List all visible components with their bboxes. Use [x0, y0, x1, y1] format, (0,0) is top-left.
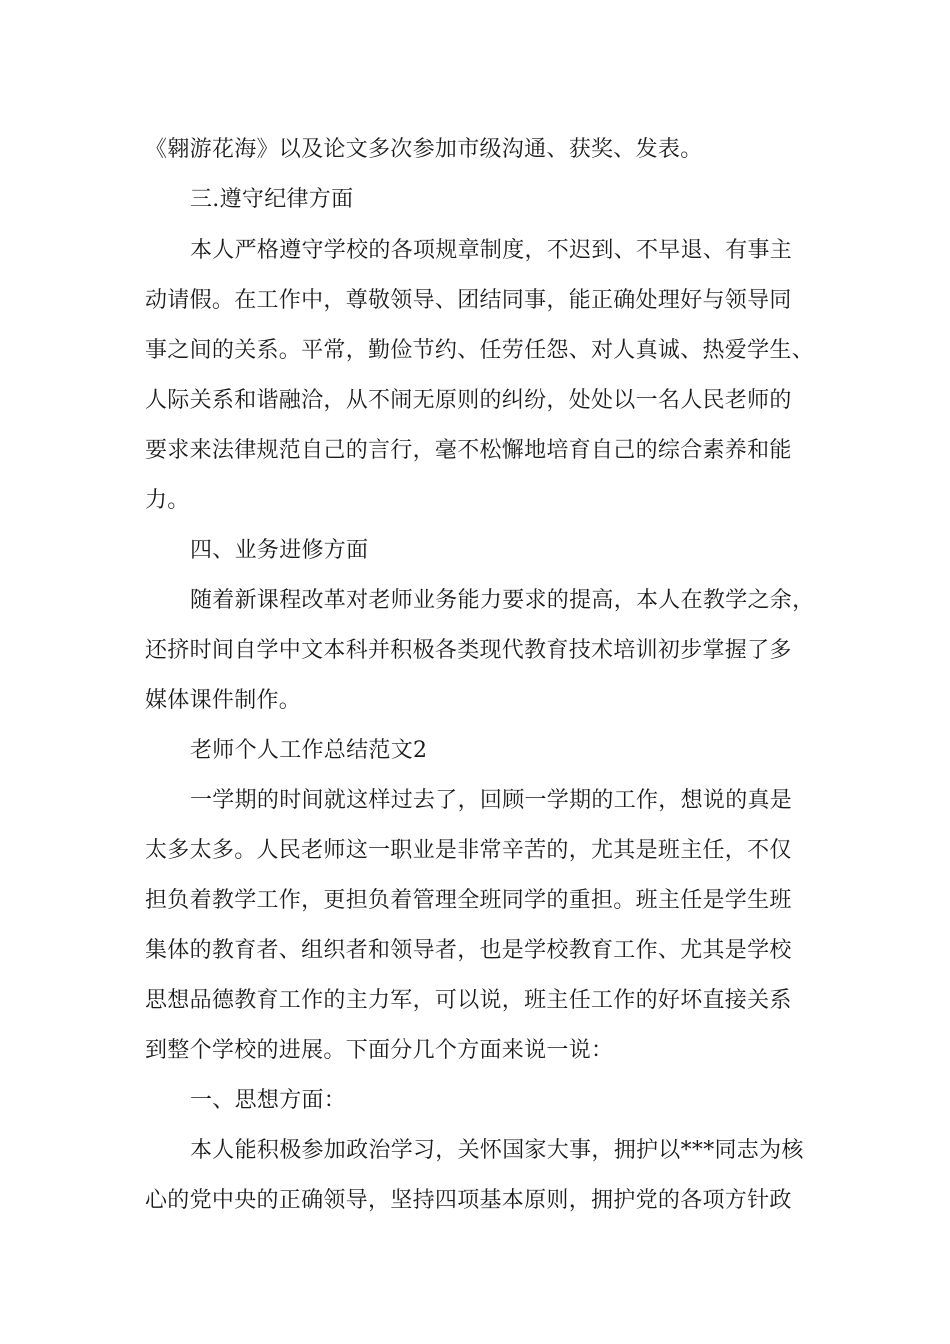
text-line: 心的党中央的正确领导，坚持四项基本原则，拥护党的各项方针政 — [145, 1188, 792, 1213]
text-line: 力。 — [145, 488, 190, 513]
text-line: 还挤时间自学中文本科并积极各类现代教育技术培训初步掌握了多 — [145, 638, 792, 663]
text-line: 要求来法律规范自己的言行，毫不松懈地培育自己的综合素养和能 — [145, 438, 792, 463]
article-title: 老师个人工作总结范文2 — [190, 738, 428, 763]
section-heading: 三.遵守纪律方面 — [190, 187, 354, 212]
section-heading: 四、业务进修方面 — [190, 538, 369, 563]
text-line: 动请假。在工作中，尊敬领导、团结同事，能正确处理好与领导同 — [145, 288, 792, 313]
text-line: 担负着教学工作，更担负着管理全班同学的重担。班主任是学生班 — [145, 888, 792, 913]
text-line: 事之间的关系。平常，勤俭节约、任劳任怨、对人真诚、热爱学生、 — [145, 338, 815, 363]
text-line: 媒体课件制作。 — [145, 688, 302, 713]
text-line: 太多太多。人民老师这一职业是非常辛苦的，尤其是班主任，不仅 — [145, 838, 792, 863]
text-line: 思想品德教育工作的主力军，可以说，班主任工作的好坏直接关系 — [145, 988, 792, 1013]
text-line: 到整个学校的进展。下面分几个方面来说一说： — [145, 1038, 614, 1063]
text-line: 集体的教育者、组织者和领导者，也是学校教育工作、尤其是学校 — [145, 938, 792, 963]
text-line: 人际关系和谐融洽，从不闹无原则的纠纷，处处以一名人民老师的 — [145, 388, 792, 413]
paragraph-first-line: 随着新课程改革对老师业务能力要求的提高，本人在教学之余， — [190, 588, 815, 613]
text-line: 《翱游花海》以及论文多次参加市级沟通、获奖、发表。 — [145, 137, 703, 162]
paragraph-first-line: 本人严格遵守学校的各项规章制度，不迟到、不早退、有事主 — [190, 238, 793, 263]
section-heading: 一、思想方面： — [190, 1088, 347, 1113]
paragraph-first-line: 本人能积极参加政治学习，关怀国家大事，拥护以***同志为核 — [190, 1138, 804, 1163]
paragraph-first-line: 一学期的时间就这样过去了，回顾一学期的工作，想说的真是 — [190, 788, 793, 813]
